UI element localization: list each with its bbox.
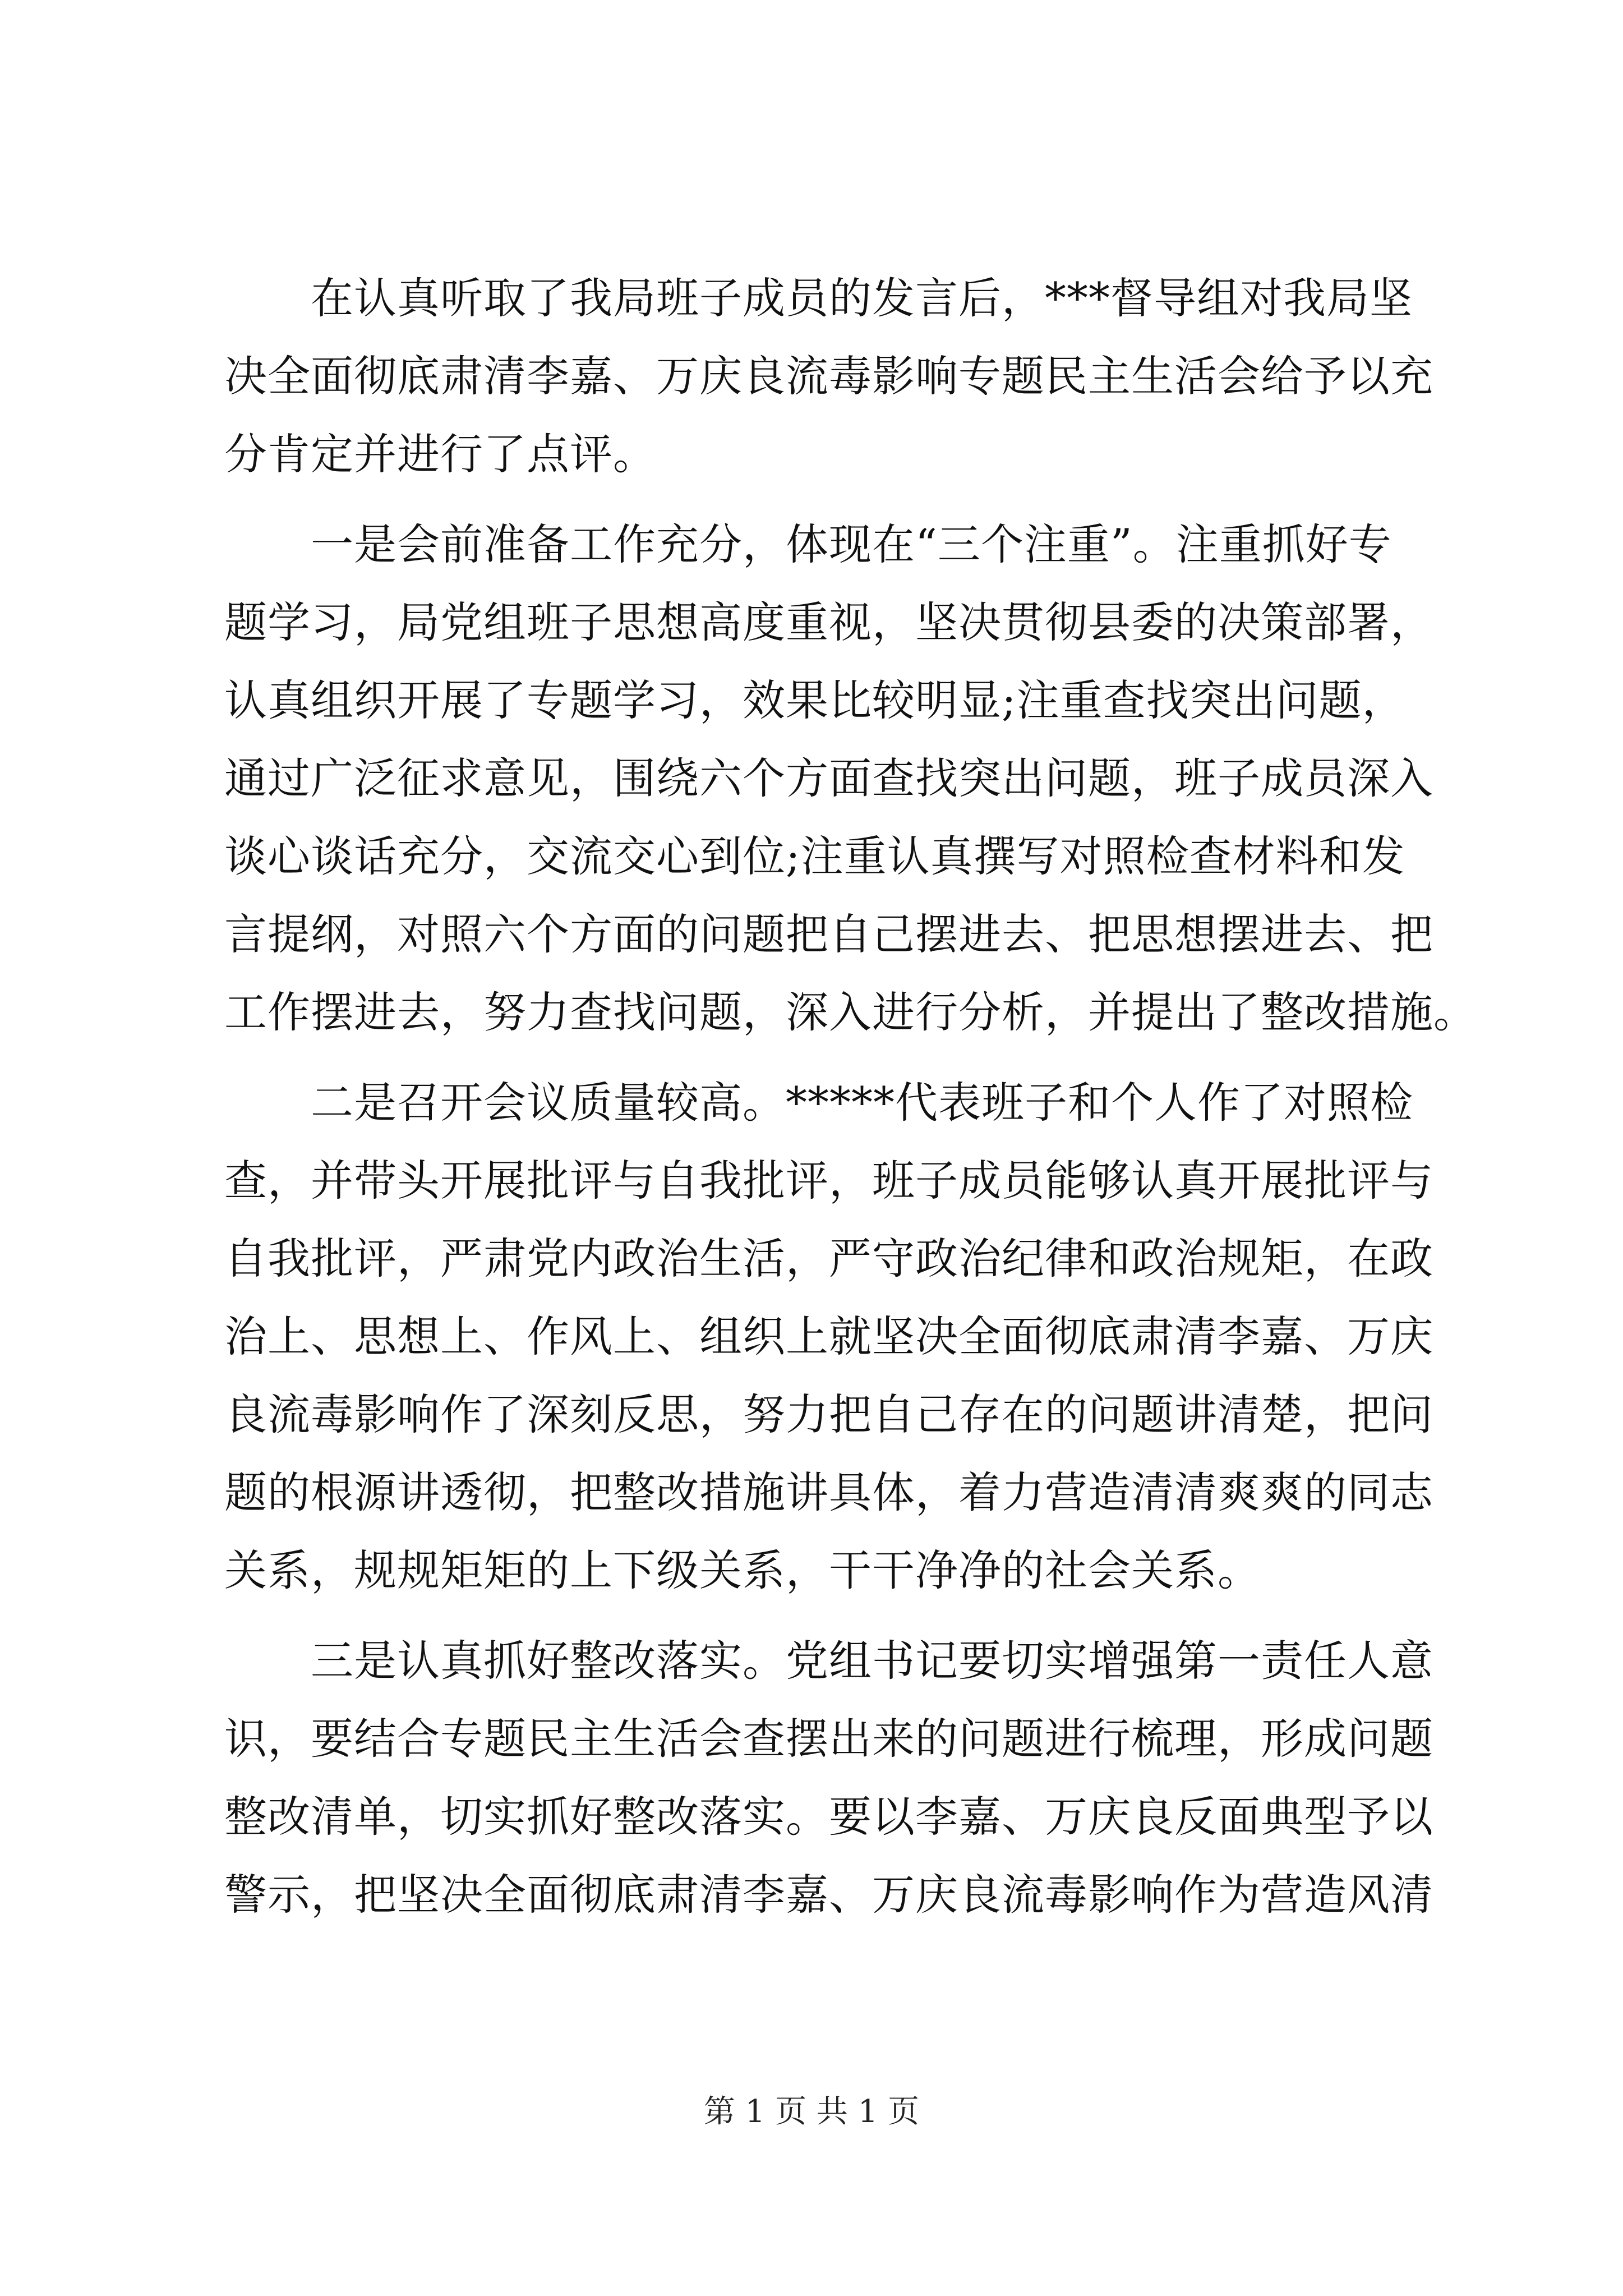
text-line: 警示，把坚决全面彻底肃清李嘉、万庆良流毒影响作为营造风清 xyxy=(224,1870,1433,1920)
text-line: 在认真听取了我局班子成员的发言后，***督导组对我局坚 xyxy=(224,273,1413,323)
text-line: 题学习，局党组班子思想高度重视，坚决贯彻县委的决策部署， xyxy=(224,597,1433,647)
text-line: 查，并带头开展批评与自我批评，班子成员能够认真开展批评与 xyxy=(224,1156,1433,1205)
text-line: 谈心谈话充分，交流交心到位;注重认真撰写对照检查材料和发 xyxy=(224,831,1405,881)
paragraph-2 xyxy=(224,505,1477,1051)
page-footer xyxy=(0,2090,1623,2134)
text-line: 三是认真抓好整改落实。党组书记要切实增强第一责任人意 xyxy=(224,1636,1433,1686)
text-line: 治上、思想上、作风上、组织上就坚决全面彻底肃清李嘉、万庆 xyxy=(224,1312,1433,1361)
text-line: 工作摆进去，努力查找问题，深入进行分析，并提出了整改措施。 xyxy=(224,987,1477,1037)
text-line: 二是召开会议质量较高。*****代表班子和个人作了对照检 xyxy=(224,1078,1413,1128)
text-line: 决全面彻底肃清李嘉、万庆良流毒影响专题民主生活会给予以充 xyxy=(224,351,1433,401)
text-line: 题的根源讲透彻，把整改措施讲具体，着力营造清清爽爽的同志 xyxy=(224,1467,1433,1517)
text-line: 认真组织开展了专题学习，效果比较明显;注重查找突出问题， xyxy=(224,675,1405,725)
text-line: 言提纲，对照六个方面的问题把自己摆进去、把思想摆进去、把 xyxy=(224,909,1433,959)
text-line: 良流毒影响作了深刻反思，努力把自己存在的问题讲清楚，把问 xyxy=(224,1389,1433,1439)
document-body xyxy=(224,259,1477,1934)
text-line: 自我批评，严肃党内政治生活，严守政治纪律和政治规矩，在政 xyxy=(224,1234,1433,1283)
text-line: 通过广泛征求意见，围绕六个方面查找突出问题，班子成员深入 xyxy=(224,753,1433,803)
paragraph-4 xyxy=(224,1622,1433,1934)
page-number-label: 第 1 页 共 1 页 xyxy=(703,2093,920,2130)
text-line: 关系，规规矩矩的上下级关系，干干净净的社会关系。 xyxy=(224,1545,1261,1595)
paragraph-1 xyxy=(224,259,1433,493)
text-line: 识，要结合专题民主生活会查摆出来的问题进行梳理，形成问题 xyxy=(224,1714,1433,1764)
text-line: 整改清单，切实抓好整改落实。要以李嘉、万庆良反面典型予以 xyxy=(224,1792,1433,1842)
paragraph-3 xyxy=(224,1064,1433,1609)
text-line: 一是会前准备工作充分，体现在“三个注重”。注重抓好专 xyxy=(224,519,1392,569)
text-line: 分肯定并进行了点评。 xyxy=(224,429,656,479)
